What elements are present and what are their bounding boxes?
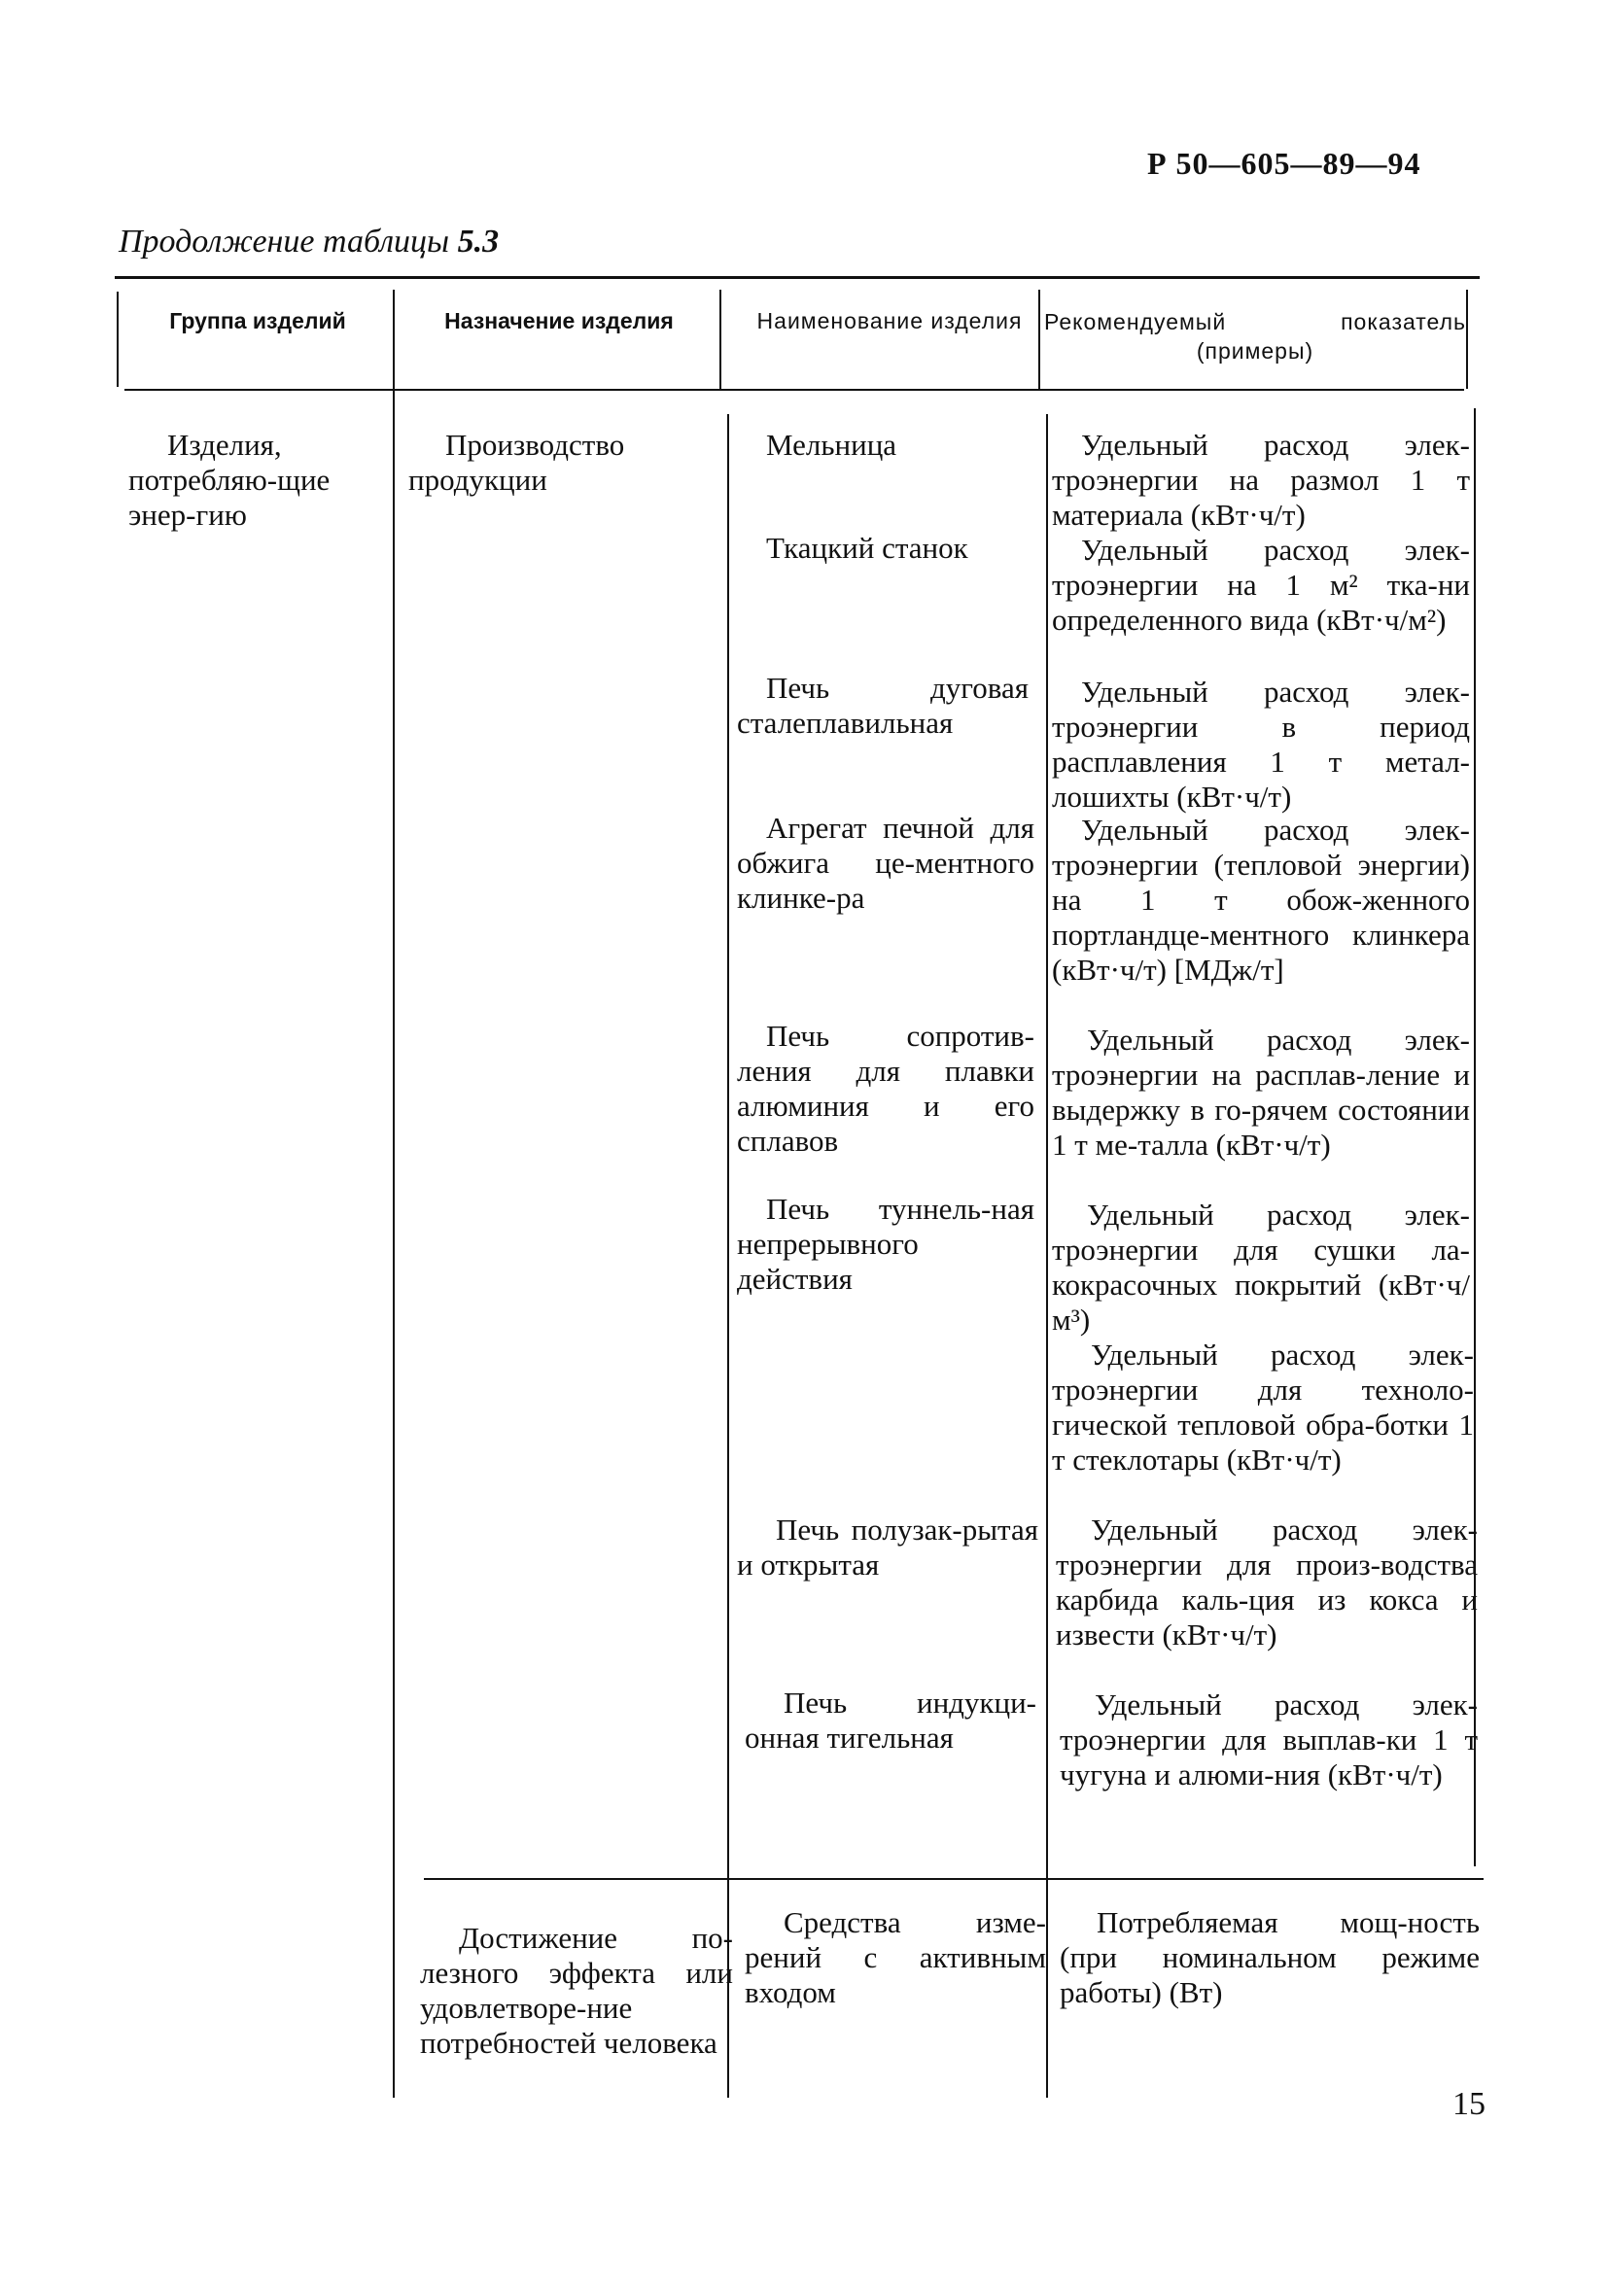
table-top-rule xyxy=(115,276,1480,279)
header-purpose: Назначение изделия xyxy=(444,308,674,333)
table-right-border-a xyxy=(1466,290,1468,389)
indicator-text-3: Удельный расход элек-троэнергии в период расплавления 1 т метал-лошихты (кВт·ч/т) xyxy=(1052,675,1470,814)
column-divider-2b xyxy=(727,414,729,2098)
column-divider-2a xyxy=(719,290,721,389)
section-divider-rule xyxy=(424,1878,1484,1880)
indicator-text-7: Удельный расход элек-троэнергии для техноло-гической тепловой обра-ботки 1 т стеклотары (кВт·ч/т) xyxy=(1052,1338,1474,1477)
product-name-10 xyxy=(745,1905,1046,2010)
product-name-4 xyxy=(737,811,1034,916)
indicator-2 xyxy=(1052,533,1470,638)
caption-table-number: 5.3 xyxy=(457,224,500,260)
product-name-text-3: Печь дуговая сталеплавильная xyxy=(737,671,1029,740)
product-name-2 xyxy=(737,531,1029,566)
product-name-text-9: Печь индукци-онная тигельная xyxy=(745,1686,1036,1755)
product-name-text-6: Печь туннель-ная непрерывного действия xyxy=(737,1192,1034,1296)
indicator-5 xyxy=(1052,1023,1470,1163)
indicator-10 xyxy=(1060,1905,1480,2010)
header-indicator-line2: (примеры) xyxy=(1196,338,1314,364)
table-caption xyxy=(119,224,499,261)
indicator-text-4: Удельный расход элек-троэнергии (тепловой энергии) на 1 т обож-женного портландце-ментного клинкера (кВт·ч/т) [МДж/т] xyxy=(1052,813,1470,987)
table-left-border xyxy=(117,292,119,387)
indicator-text-6: Удельный расход элек-троэнергии для сушки ла-кокрасочных покрытий (кВт·ч/м³) xyxy=(1052,1198,1470,1337)
caption-prefix: Продолжение таблицы xyxy=(119,224,450,260)
purpose-text-1: Производство продукции xyxy=(408,428,625,497)
product-name-text-10: Средства изме-рений с активным входом xyxy=(745,1905,1046,2009)
header-bottom-rule xyxy=(124,389,1464,391)
indicator-1 xyxy=(1052,428,1470,533)
column-divider-3b xyxy=(1046,414,1048,2098)
page-number: 15 xyxy=(1452,2086,1486,2122)
header-indicator xyxy=(1044,307,1466,365)
indicator-7 xyxy=(1052,1338,1474,1478)
document-number: Р 50—605—89—94 xyxy=(1147,146,1421,181)
indicator-text-10: Потребляемая мощ-ность (при номинальном режиме работы) (Вт) xyxy=(1060,1905,1480,2009)
product-name-text-2: Ткацкий станок xyxy=(766,531,968,565)
header-name: Наименование изделия xyxy=(756,308,1023,333)
indicator-9 xyxy=(1060,1687,1478,1792)
column-divider-1 xyxy=(393,290,395,2098)
purpose-text-2: Достижение по-лезного эффекта или удовлетворе-ние потребностей человека xyxy=(420,1921,733,2060)
product-name-5 xyxy=(737,1019,1034,1159)
product-name-text-4: Агрегат печной для обжига це-ментного клинке-ра xyxy=(737,811,1034,915)
indicator-4 xyxy=(1052,813,1470,988)
indicator-text-2: Удельный расход элек-троэнергии на 1 м² тка-ни определенного вида (кВт·ч/м²) xyxy=(1052,533,1470,637)
header-group: Группа изделий xyxy=(169,308,346,333)
product-name-text-1: Мельница xyxy=(766,428,897,462)
column-divider-3a xyxy=(1038,290,1040,389)
indicator-6 xyxy=(1052,1198,1470,1338)
group-text: Изделия, потребляю-щие энер-гию xyxy=(128,428,331,532)
product-name-8 xyxy=(737,1513,1038,1583)
indicator-text-1: Удельный расход элек-троэнергии на размол 1 т материала (кВт·ч/т) xyxy=(1052,428,1470,532)
product-name-9 xyxy=(745,1686,1036,1756)
product-name-text-8: Печь полузак-рытая и открытая xyxy=(737,1513,1038,1582)
purpose-cell-1 xyxy=(408,428,700,498)
indicator-text-9: Удельный расход элек-троэнергии для выплав-ки 1 т чугуна и алюми-ния (кВт·ч/т) xyxy=(1060,1687,1478,1792)
header-indicator-line1: Рекомендуемый показатель xyxy=(1044,309,1466,334)
indicator-8 xyxy=(1056,1513,1478,1652)
purpose-cell-2 xyxy=(420,1921,733,2061)
indicator-3 xyxy=(1052,675,1470,815)
indicator-text-5: Удельный расход элек-троэнергии на расплав-ление и выдержку в го-рячем состоянии 1 т ме-талла (кВт·ч/т) xyxy=(1052,1023,1470,1162)
product-name-text-5: Печь сопротив-ления для плавки алюминия и его сплавов xyxy=(737,1019,1034,1158)
product-name-1 xyxy=(737,428,1029,463)
group-cell xyxy=(128,428,336,533)
indicator-text-8: Удельный расход элек-троэнергии для произ-водства карбида каль-ция из кокса и извести (кВт·ч/т) xyxy=(1056,1513,1478,1652)
product-name-6 xyxy=(737,1192,1034,1297)
product-name-3 xyxy=(737,671,1029,741)
